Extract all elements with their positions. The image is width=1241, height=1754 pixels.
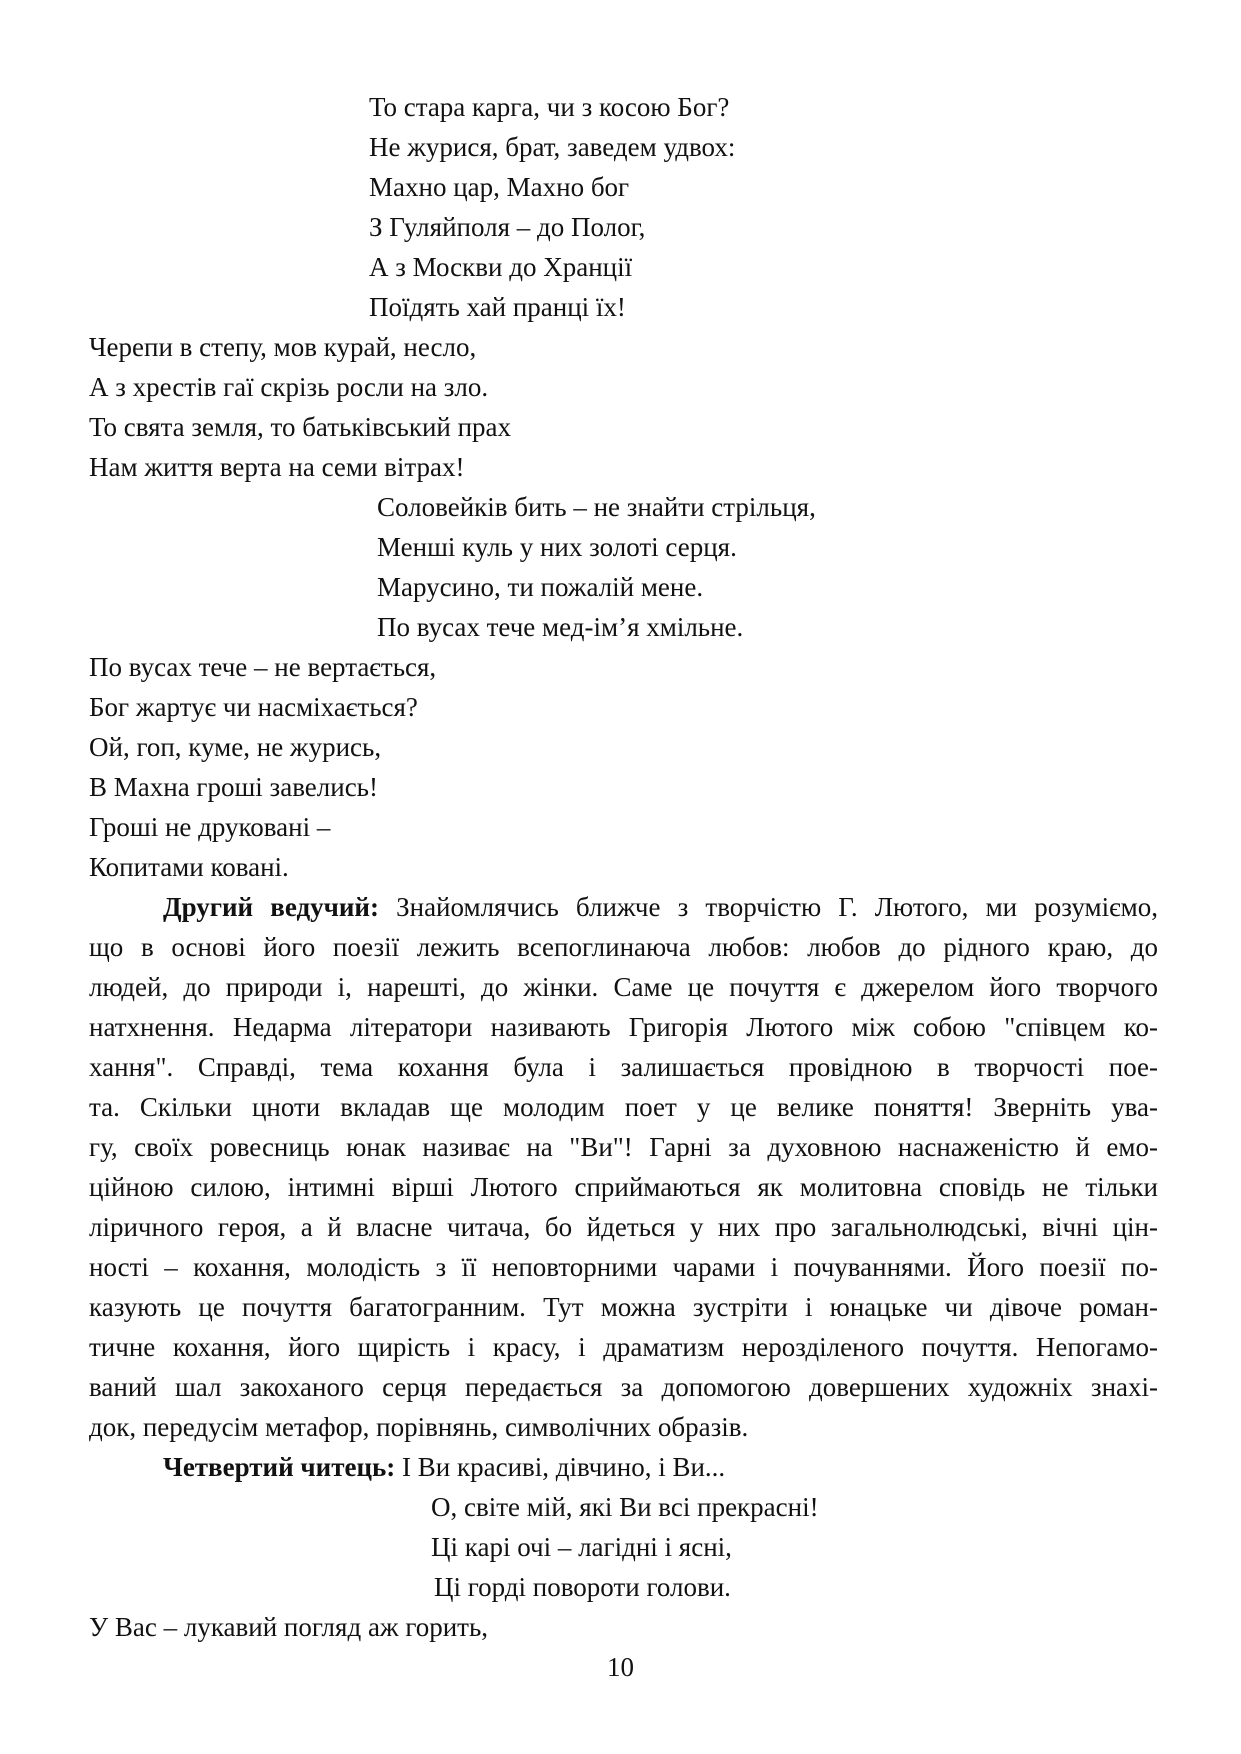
poem-line: Поїдять хай пранці їх! xyxy=(369,292,626,322)
prose-line xyxy=(163,888,1158,926)
poem-line: Бог жартує чи насміхається? xyxy=(89,692,418,722)
prose-line: гу, своїх ровесниць юнак називає на "Ви"! Гарні за духовною наснаженістю й емо- xyxy=(89,1132,1158,1162)
poem-line: О, світе мій, які Ви всі прекрасні! xyxy=(431,1492,819,1522)
poem-line: Менші куль у них золоті серця. xyxy=(377,532,737,562)
prose-line: ності – кохання, молодість з її неповторними чарами і почуваннями. Його поезії по- xyxy=(89,1252,1158,1282)
prose-line: ваний шал закоханого серця передається за допомогою довершених художніх знахі- xyxy=(89,1372,1158,1402)
prose-line: док, передусім метафор, порівнянь, символічних образів. xyxy=(89,1412,749,1442)
poem-line: Копитами ковані. xyxy=(89,852,289,882)
prose-line: та. Скільки цноти вкладав ще молодим поет у це велике поняття! Зверніть ува- xyxy=(89,1092,1158,1122)
poem-line: То свята земля, то батьківський прах xyxy=(89,412,512,442)
poem-line: Ой, гоп, куме, не журись, xyxy=(89,732,382,762)
poem-text: І Ви красиві, дівчино, і Ви... xyxy=(395,1452,726,1482)
poem-line: То стара карга, чи з косою Бог? xyxy=(369,92,730,122)
poem-line: Ці горді повороти голови. xyxy=(434,1572,731,1602)
poem-line: В Махна гроші завелись! xyxy=(89,772,378,802)
poem-line: Махно цар, Махно бог xyxy=(369,172,630,202)
poem-line: Черепи в степу, мов курай, несло, xyxy=(89,332,477,362)
poem-line: Соловейків бить – не знайти стрільця, xyxy=(377,492,816,522)
poem-line: По вусах тече – не вертається, xyxy=(89,652,437,682)
prose-line: натхнення. Недарма літератори називають Григорія Лютого між собою "співцем ко- xyxy=(89,1012,1158,1042)
prose-line: хання". Справді, тема кохання була і залишається провідною в творчості пое- xyxy=(89,1052,1158,1082)
prose-text: Знайомлячись ближче з творчістю Г. Лютого, ми розуміємо, xyxy=(378,892,1158,922)
prose-line: ліричного героя, а й власне читача, бо йдеться у них про загальнолюдські, вічні цін- xyxy=(89,1212,1158,1242)
poem-line: Не журися, брат, заведем удвох: xyxy=(369,132,736,162)
prose-line: що в основі його поезії лежить всепоглинаюча любов: любов до рідного краю, до xyxy=(89,932,1158,962)
prose-line: ційною силою, інтимні вірші Лютого сприймаються як молитовна сповідь не тільки xyxy=(89,1172,1158,1202)
poem-line: А з Москви до Хранції xyxy=(369,252,633,282)
reader-line xyxy=(163,1448,725,1486)
speaker-label: Четвертий читець: xyxy=(163,1452,396,1482)
poem-line: По вусах тече мед-ім’я хмільне. xyxy=(377,612,744,642)
poem-line: Гроші не друковані – xyxy=(89,812,331,842)
poem-line: А з хрестів гаї скрізь росли на зло. xyxy=(89,372,489,402)
poem-line: Нам життя верта на семи вітрах! xyxy=(89,452,465,482)
poem-line: Ці карі очі – лагідні і ясні, xyxy=(431,1532,732,1562)
prose-line: казують це почуття багатогранним. Тут можна зустріти і юнацьке чи дівоче роман- xyxy=(89,1292,1158,1322)
speaker-label: Другий ведучий: xyxy=(163,892,379,922)
poem-line: З Гуляйполя – до Полог, xyxy=(369,212,646,242)
prose-line: тичне кохання, його щирість і красу, і драматизм нерозділеного почуття. Непогамо- xyxy=(89,1332,1158,1362)
poem-line: Марусино, ти пожалій мене. xyxy=(377,572,704,602)
poem-line: У Вас – лукавий погляд аж горить, xyxy=(89,1612,489,1642)
page-number: 10 xyxy=(607,1652,634,1682)
prose-line: людей, до природи і, нарешті, до жінки. Саме це почуття є джерелом його творчого xyxy=(89,972,1158,1002)
